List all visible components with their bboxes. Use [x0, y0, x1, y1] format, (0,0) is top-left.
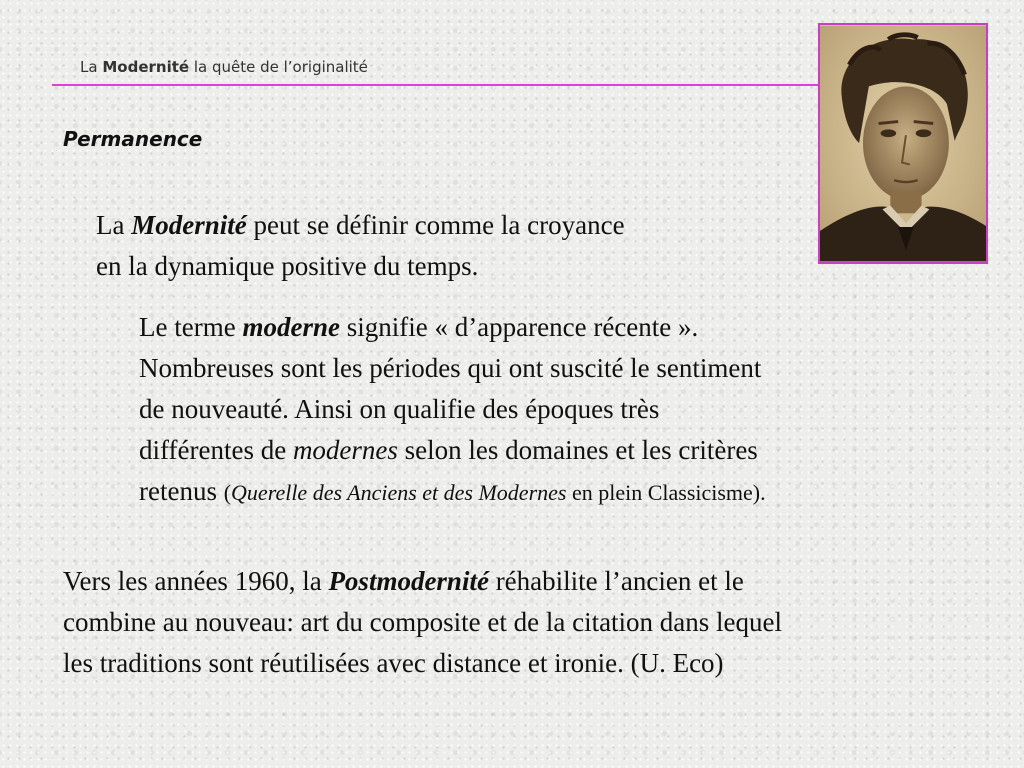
portrait-photo — [818, 23, 988, 264]
p2-line3: de nouveauté. Ainsi on qualifie des époques très — [139, 394, 660, 424]
p2-before: Le terme — [139, 312, 243, 342]
header-divider — [52, 84, 822, 86]
p2-after: signifie « d’apparence récente ». — [339, 312, 699, 342]
header-bold-word: Modernité — [102, 58, 190, 76]
p3-line3: les traditions sont réutilisées avec distance et ironie. (U. Eco) — [63, 648, 724, 678]
p1-emphasis: Modernité — [131, 210, 247, 240]
paragraph-moderne — [139, 307, 969, 513]
paragraph-definition — [96, 205, 796, 287]
p2-line4-emphasis: modernes — [292, 435, 398, 465]
p2-line4-before: différentes de — [139, 435, 293, 465]
p2-emphasis: moderne — [242, 312, 340, 342]
p1-before: La — [96, 210, 132, 240]
p3-line2: combine au nouveau: art du composite et de la citation dans lequel — [63, 607, 783, 637]
header-suffix: la quête de l’originalité — [193, 58, 368, 76]
p2-line2: Nombreuses sont les périodes qui ont suscité le sentiment — [139, 353, 762, 383]
p2-line5-before: retenus — [139, 476, 224, 506]
p2-line5-after: en plein Classicisme). — [566, 480, 766, 505]
p2-line4-after: selon les domaines et les critères — [397, 435, 758, 465]
p3-after: réhabilite l’ancien et le — [488, 566, 744, 596]
slide-header — [80, 58, 368, 76]
p2-line5-paren: ( — [223, 480, 232, 505]
paragraph-postmodernite — [63, 561, 1013, 684]
p3-before: Vers les années 1960, la — [63, 566, 329, 596]
header-prefix: La — [80, 58, 98, 76]
p1-line2: en la dynamique positive du temps. — [96, 251, 479, 281]
portrait-image — [820, 25, 986, 262]
section-title: Permanence — [63, 127, 203, 151]
p2-line5-emphasis: Querelle des Anciens et des Modernes — [231, 480, 567, 505]
p3-emphasis: Postmodernité — [328, 566, 489, 596]
p1-line1-rest: peut se définir comme la croyance — [246, 210, 625, 240]
